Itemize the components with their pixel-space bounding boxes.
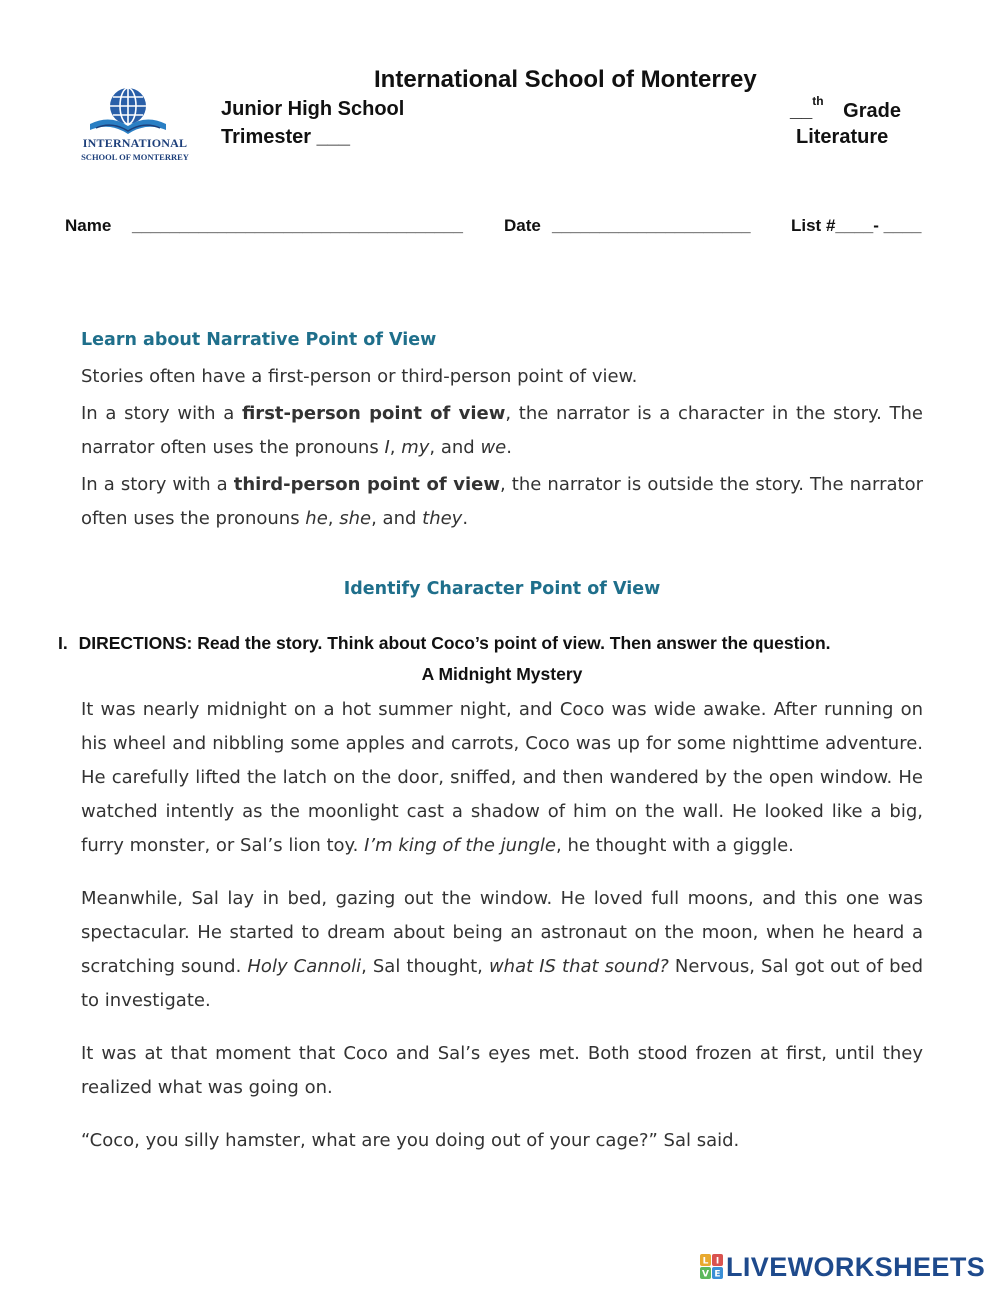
tp-sep-2: , and (371, 508, 423, 529)
story-p1-end: , he thought with a giggle. (556, 835, 794, 856)
fp-text-1: In a story with a (81, 403, 242, 424)
liveworksheets-badge (700, 1254, 724, 1284)
fp-pronoun-3: we (480, 437, 507, 458)
first-person-paragraph (81, 397, 923, 465)
story-p1-text: It was nearly midnight on a hot summer night, and Coco was wide awake. After running on his wheel and nibbling some apples and carrots, Coco was up for some nighttime adventure. He carefully lifted the latch on the door, sniffed, and then wandered by the open window. He watched intently as the moonlight cast a shadow of him on the wall. He looked like a big, furry monster, or Sal’s lion toy. (81, 699, 923, 856)
globe-book-icon (82, 84, 192, 140)
grade-label: Grade (843, 99, 901, 122)
third-person-paragraph (81, 468, 923, 536)
story-paragraph-1 (81, 693, 923, 863)
name-field[interactable]: ___________________________________ (132, 216, 463, 235)
fp-text-2: , the narrator is a character in the story. The narrator often uses the pronouns (81, 403, 924, 458)
directions-text: DIRECTIONS: Read the story. Think about Coco’s point of view. Then answer the question. (78, 633, 831, 653)
badge-letter-1: L (702, 1256, 709, 1267)
story-paragraph-2 (81, 882, 923, 1018)
tp-pronoun-2: she (339, 508, 372, 529)
story-p2-text-2: , Sal thought, (361, 956, 489, 977)
division-label: Junior High School (221, 98, 405, 120)
grade-blank[interactable]: __ (790, 99, 813, 122)
tp-pronoun-1: he (305, 508, 328, 529)
tp-text-1: In a story with a (81, 474, 234, 495)
story-p1-thought: I’m king of the jungle (364, 835, 556, 856)
trimester-field[interactable]: Trimester ___ (221, 126, 350, 148)
fp-pronoun-2: my (401, 437, 430, 458)
story-paragraph-3: It was at that moment that Coco and Sal’s eyes met. Both stood frozen at first, until they realized what was going on. (81, 1043, 923, 1098)
date-label: Date (504, 216, 541, 235)
tp-end: . (462, 508, 469, 529)
story-paragraph-4: “Coco, you silly hamster, what are you doing out of your cage?” Sal said. (81, 1130, 740, 1151)
intro-paragraph: Stories often have a first-person or third-person point of view. (81, 366, 638, 387)
fp-sep-1: , (389, 437, 402, 458)
date-field[interactable]: _____________________ (552, 216, 751, 235)
tp-term: third-person point of view (233, 474, 501, 495)
fp-end: . (506, 437, 512, 458)
story-p2-thought-1: Holy Cannoli (247, 956, 362, 977)
badge-letter-3: V (702, 1269, 709, 1280)
list-number-field[interactable]: List #____- ____ (791, 216, 922, 235)
story-body (81, 693, 923, 1158)
name-label: Name (65, 216, 112, 235)
identify-section-title: Identify Character Point of View (343, 579, 661, 599)
badge-letter-2: I (715, 1256, 720, 1267)
learn-section-title: Learn about Narrative Point of View (81, 330, 437, 350)
tp-text-2: , the narrator is outside the story. The narrator often uses the pronouns (81, 474, 924, 529)
grade-field[interactable] (790, 94, 901, 123)
directions-numeral: I. (58, 633, 68, 653)
school-name: International School of Monterrey (374, 66, 757, 93)
subject-label: Literature (796, 126, 889, 148)
fp-sep-2: , and (429, 437, 481, 458)
badge-letter-4: E (714, 1269, 721, 1280)
story-p2-thought-2: what IS that sound? (488, 956, 669, 977)
tp-pronoun-3: they (422, 508, 463, 529)
liveworksheets-brand[interactable]: LIVEWORKSHEETS (726, 1252, 986, 1282)
school-logo-text (76, 136, 194, 162)
fp-term: first-person point of view (241, 403, 506, 424)
story-title: A Midnight Mystery (421, 664, 583, 684)
story-p2-text: Meanwhile, Sal lay in bed, gazing out the window. He loved full moons, and this one was spectacular. He started to dream about being an astronaut on the moon, when he heard a scratching sound. (81, 888, 923, 977)
tp-sep-1: , (327, 508, 340, 529)
directions (58, 633, 831, 654)
fp-pronoun-1: I (384, 437, 390, 458)
grade-suffix: th (812, 94, 824, 108)
liveworksheets-icon (700, 1254, 724, 1280)
story-p2-end: Nervous, Sal got out of bed to investigate. (81, 956, 924, 1011)
logo-line-2: SCHOOL OF MONTERREY (81, 152, 189, 162)
logo-line-1: INTERNATIONAL (82, 136, 188, 150)
learn-section-body (81, 360, 923, 536)
